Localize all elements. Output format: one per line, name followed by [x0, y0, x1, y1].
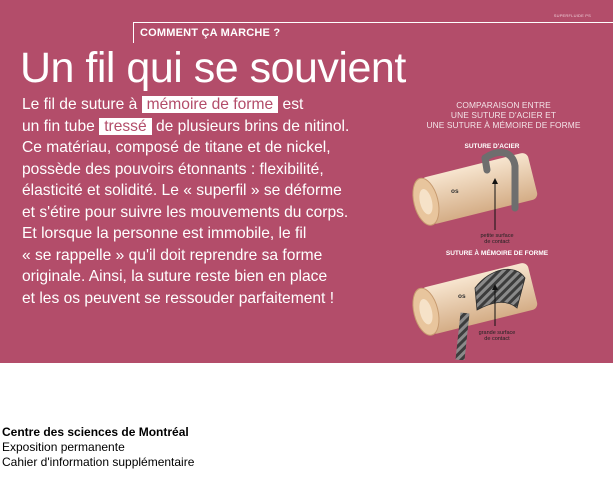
memory-contact-label-1: grande surface [478, 330, 516, 336]
comparison-title [400, 100, 607, 130]
body-text-segment: est [282, 96, 304, 113]
memory-suture-diagram [408, 248, 548, 360]
steel-suture-diagram [408, 143, 538, 245]
body-line [22, 94, 402, 116]
body-line: Et lorsque la personne est immobile, le fil [22, 225, 307, 242]
body-line: « se rappelle » qu'il doit reprendre sa forme [22, 246, 323, 264]
memory-suture-heading: SUTURE À MÉMOIRE DE FORME [445, 250, 549, 257]
body-line: et s'étire pour suivre les mouvements du corps. [22, 203, 349, 221]
highlight-tresse: tressé [99, 118, 151, 135]
body-line [22, 116, 402, 138]
footer-line-2: Exposition permanente [2, 440, 125, 454]
memory-bone-label: os [458, 293, 466, 300]
highlight-memoire-de-forme: mémoire de forme [142, 96, 279, 113]
body-text-segment: Le fil de suture à [22, 96, 138, 113]
steel-suture-heading: SUTURE D'ACIER [464, 143, 520, 150]
document-footer [2, 425, 194, 470]
footer-organization: Centre des sciences de Montréal [2, 425, 189, 439]
braided-wire-tail [460, 313, 465, 360]
body-text-segment: de plusieurs brins de nitinol. [156, 117, 350, 135]
comparison-title-line: COMPARAISON ENTRE [456, 100, 551, 110]
memory-contact-label-2: de contact [484, 336, 510, 342]
body-line: et les os peuvent se ressouder parfaitement ! [22, 289, 335, 307]
comparison-title-line: UNE SUTURE À MÉMOIRE DE FORME [426, 120, 581, 130]
body-text-segment: un fin tube [22, 117, 95, 135]
section-label: COMMENT ÇA MARCHE ? [140, 27, 281, 39]
body-line: originale. Ainsi, la suture reste bien en place [22, 268, 328, 285]
article-body [22, 94, 402, 309]
body-line: Ce matériau, composé de titane et de nickel, [22, 139, 331, 156]
comparison-title-line: UNE SUTURE D'ACIER ET [450, 110, 557, 120]
suture-comparison-illustration [405, 138, 610, 360]
article-title: Un fil qui se souvient [20, 44, 406, 92]
body-line: élasticité et solidité. Le « superfil » se déforme [22, 182, 342, 199]
page-reference: SUPERFLUIDE PS [553, 13, 591, 18]
steel-contact-label-2: de contact [484, 239, 510, 245]
bone-steel [408, 152, 538, 228]
body-line: possède des pouvoirs étonnants : flexibilité, [22, 160, 324, 178]
footer-line-3: Cahier d'information supplémentaire [2, 455, 195, 469]
steel-bone-label: os [451, 188, 459, 195]
steel-contact-label-1: petite surface [480, 233, 514, 239]
